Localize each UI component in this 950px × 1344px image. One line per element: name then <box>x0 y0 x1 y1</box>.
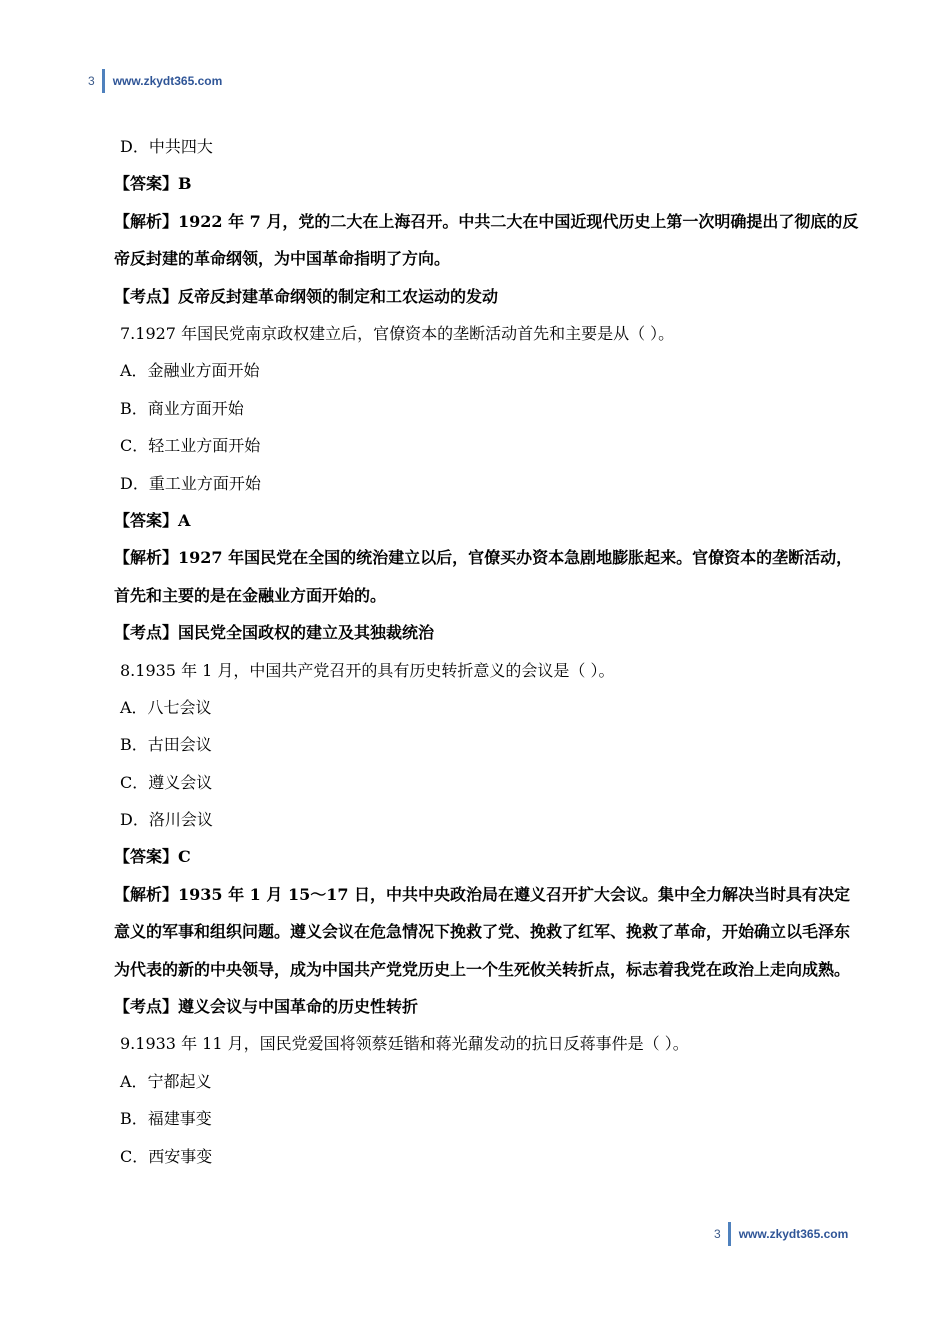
q6-option-d: D．中共四大 <box>120 137 213 156</box>
q9-option-c: C．西安事变 <box>120 1146 213 1166</box>
q6-key-point: 【考点】反帝反封建革命纲领的制定和工农运动的发动 <box>114 286 499 306</box>
q8-option-d: D．洛川会议 <box>120 810 213 830</box>
q7-option-a: A．金融业方面开始 <box>120 361 260 381</box>
footer-page-number: 3 <box>714 1227 721 1241</box>
header-website-link[interactable]: www.zkydt365.com <box>112 74 223 88</box>
q9-option-b: B．福建事变 <box>120 1109 212 1129</box>
document-body <box>114 128 865 1175</box>
q6-analysis: 【解析】1922 年 7 月，党的二大在上海召开。中共二大在中国近现代历史上第一次明确提出了彻底的反帝反封建的革命纲领，为中国革命指明了方向。 <box>114 211 859 269</box>
footer-website-link[interactable]: www.zkydt365.com <box>738 1227 849 1241</box>
q7-answer: 【答案】A <box>114 510 191 530</box>
q9-option-a: A．宁都起义 <box>120 1071 212 1091</box>
q8-key-point: 【考点】遵义会议与中国革命的历史性转折 <box>114 997 419 1017</box>
footer-divider-bar <box>728 1222 731 1246</box>
page-header <box>88 69 222 93</box>
q8-analysis: 【解析】1935 年 1 月 15～17 日，中共中央政治局在遵义召开扩大会议。集中全力解决当时具有决定意义的军事和组织问题。遵义会议在危急情况下挽救了党、挽救了红军、挽救了革命，开始确立以毛泽东为代表的新的中央领导，成为中国共产党党历史上一个生死攸关转折点，标志着我党在政治上走向成熟。 <box>114 884 851 979</box>
q7-option-c: C．轻工业方面开始 <box>120 436 261 456</box>
q8-option-a: A．八七会议 <box>120 697 212 717</box>
q7-key-point: 【考点】国民党全国政权的建立及其独裁统治 <box>114 623 435 643</box>
q6-answer: 【答案】B <box>114 174 192 194</box>
header-page-number: 3 <box>88 74 95 88</box>
q7-analysis: 【解析】1927 年国民党在全国的统治建立以后，官僚买办资本急剧地膨胀起来。官僚资本的垄断活动，首先和主要的是在金融业方面开始的。 <box>114 548 853 605</box>
q7-question: 7.1927 年国民党南京政权建立后，官僚资本的垄断活动首先和主要是从（ ）。 <box>120 323 675 343</box>
q8-question: 8.1935 年 1 月，中国共产党召开的具有历史转折意义的会议是（ ）。 <box>120 660 615 680</box>
header-divider-bar <box>102 69 105 93</box>
q9-question: 9.1933 年 11 月，国民党爱国将领蔡廷锴和蒋光鼐发动的抗日反蒋事件是（ ）。 <box>120 1034 689 1054</box>
q7-option-d: D．重工业方面开始 <box>120 473 261 493</box>
q7-option-b: B．商业方面开始 <box>120 398 244 418</box>
page-footer <box>714 1222 848 1246</box>
q8-option-c: C．遵义会议 <box>120 772 213 792</box>
q8-option-b: B．古田会议 <box>120 735 212 755</box>
q8-answer: 【答案】C <box>114 847 191 867</box>
